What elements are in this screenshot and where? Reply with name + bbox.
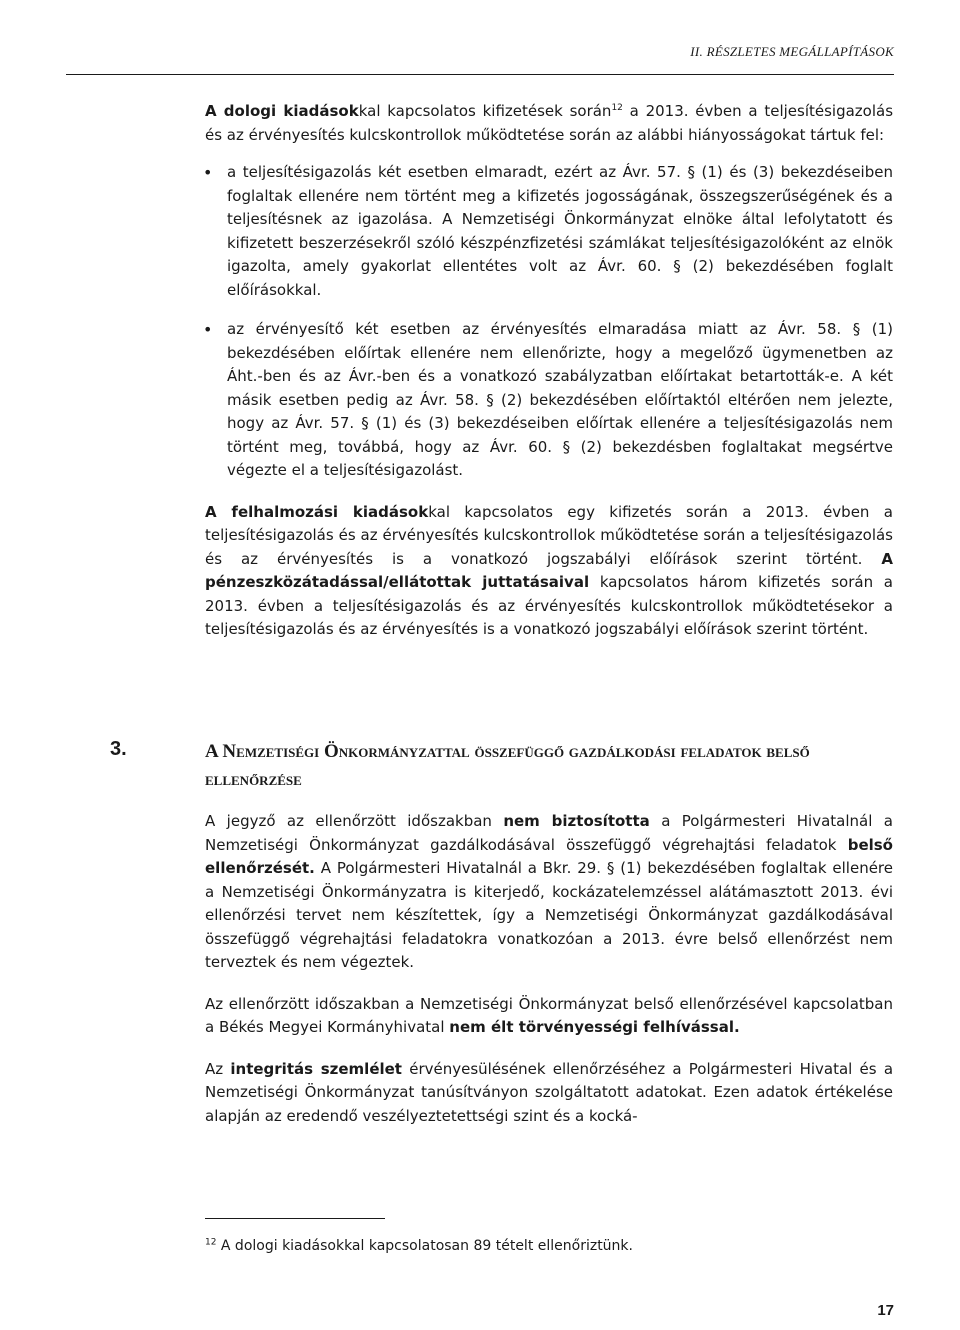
body-text-bottom — [205, 810, 893, 1146]
paragraph-text: Az — [205, 1059, 231, 1078]
paragraph-text: A jegyző az ellenőrzött időszakban — [205, 812, 504, 830]
bold-term: A dologi kiadások — [205, 102, 359, 120]
footnote-text: A dologi kiadásokkal kapcsolatosan 89 tételt ellenőriztünk. — [216, 1238, 633, 1254]
list-item: • a teljesítésigazolás két esetben elmaradt, ezért az Ávr. 57. § (1) és (3) bekezdéseiben foglaltak ellenére nem történt meg a kifizetés jogosságának, összegszerűségének és a teljesítésnek az igazolása. A Nemzetiségi Önkormányzat elnöke által lefolytatott és kifizetett beszerzésekről szóló készpénzfizetési számlákat teljesítésigazolóként az elnök igazolta, amely gyakorlat ellentétes volt az Ávr. 60. § (2) bekezdésében foglalt előírásokkal. — [205, 161, 893, 302]
footnote — [205, 1236, 893, 1256]
bold-term: nem biztosította — [503, 812, 650, 830]
footnote-number: 12 — [205, 1237, 217, 1248]
body-text-top — [205, 100, 893, 642]
bold-term: nem élt törvényességi felhívással. — [449, 1018, 740, 1036]
bold-term: integritás szemlélet — [230, 1059, 402, 1078]
paragraph-jegyzo — [205, 810, 893, 975]
paragraph-text: Az ellenőrzött időszakban a Nemzetiségi Önkormányzat belső ellenőrzésével kapcsolatban a Békés Megyei Kormányhivatal — [205, 994, 893, 1036]
running-header: II. RÉSZLETES MEGÁLLAPÍTÁSOK — [690, 44, 894, 59]
footnote-divider — [205, 1218, 385, 1219]
paragraph-dologi-kiadasok — [205, 100, 893, 147]
page-number: 17 — [877, 1302, 894, 1319]
bold-term: A felhalmozási kiadások — [205, 502, 429, 521]
paragraph-text: kapcsolatos három kifizetés során a 2013. évben a teljesítésigazolás és az érvényesítés kulcskontrollok működtetésekor a teljesítésigazolás és az érvényesítés is a vonatkozó jogszabályi előírások szerint történt. — [205, 573, 893, 638]
bold-term: A pénzeszközátadással/ellátottak juttatásaival — [205, 549, 893, 591]
paragraph-text: kal kapcsolatos egy kifizetés során a 2013. évben a teljesítésigazolás és az érvényesítés kulcskontrollok működtetése során a teljesítésigazolás és az érvényesítés is a vonatkozó jogszabályi előírások szerint történt. — [205, 502, 893, 568]
paragraph-text: A Polgármesteri Hivatalnál a Bkr. 29. § (1) bekezdésében foglaltak ellenére a Nemzetiségi Önkormányzatra is kiterjedő, kockázatelemzéssel alátámasztott 2013. évi ellenőrzési tervet nem készítettek, így a Nemzetiségi Önkormányzat gazdálkodásával összefüggő végrehajtási feladatokra vonatkozóan a 2013. évre belső ellenőrzést nem terveztek és nem végeztek. — [205, 859, 893, 971]
findings-list — [205, 161, 893, 483]
paragraph-integritas — [205, 1058, 893, 1129]
footnote-reference: 12 — [611, 103, 623, 113]
list-item: • az érvényesítő két esetben az érvényesítés elmaradása miatt az Ávr. 58. § (1) bekezdésében előírtak ellenére nem ellenőrizte, hogy a megelőző ügymenetben az Áht.-ben és az Ávr.-ben és a vonatkozó szabályzatban előírtakat betartották-e. A két másik esetben pedig az Ávr. 58. § (2) bekezdésében előírtaktól eltérően nem jelezte, hogy az Ávr. 57. § (1) és (3) bekezdéseiben előírtak ellenére a teljesítésigazolás nem történt meg, továbbá, hogy az Ávr. 60. § (2) bekezdésben foglaltakat megsértve végezte el a teljesítésigazolást. — [205, 318, 893, 483]
section-title: A Nemzetiségi Önkormányzattal összefüggő gazdálkodási feladatok belső ellenőrzése — [205, 741, 810, 790]
paragraph-kormanyhivatal — [205, 993, 893, 1040]
header-divider — [66, 74, 894, 75]
section-number: 3. — [110, 738, 127, 760]
bold-term: belső ellenőrzését. — [205, 835, 893, 877]
paragraph-text: érvényesülésének ellenőrzéséhez a Polgármesteri Hivatal és a Nemzetiségi Önkormányzat tanúsítványon szolgáltatott adatokat. Ezen adatok értékelése alapján az eredendő veszélyeztetettségi szint és a kocká- — [205, 1059, 894, 1125]
paragraph-felhalmozasi-kiadasok — [205, 501, 893, 642]
paragraph-text: kal kapcsolatos kifizetések során — [358, 102, 612, 120]
paragraph-text: a 2013. évben a teljesítésigazolás és az érvényesítés kulcskontrollok működtetése során az alábbi hiányosságokat tártuk fel: — [205, 102, 894, 144]
paragraph-text: a Polgármesteri Hivatalnál a Nemzetiségi Önkormányzat gazdálkodásával összefüggő végrehajtási feladatok — [205, 812, 893, 854]
